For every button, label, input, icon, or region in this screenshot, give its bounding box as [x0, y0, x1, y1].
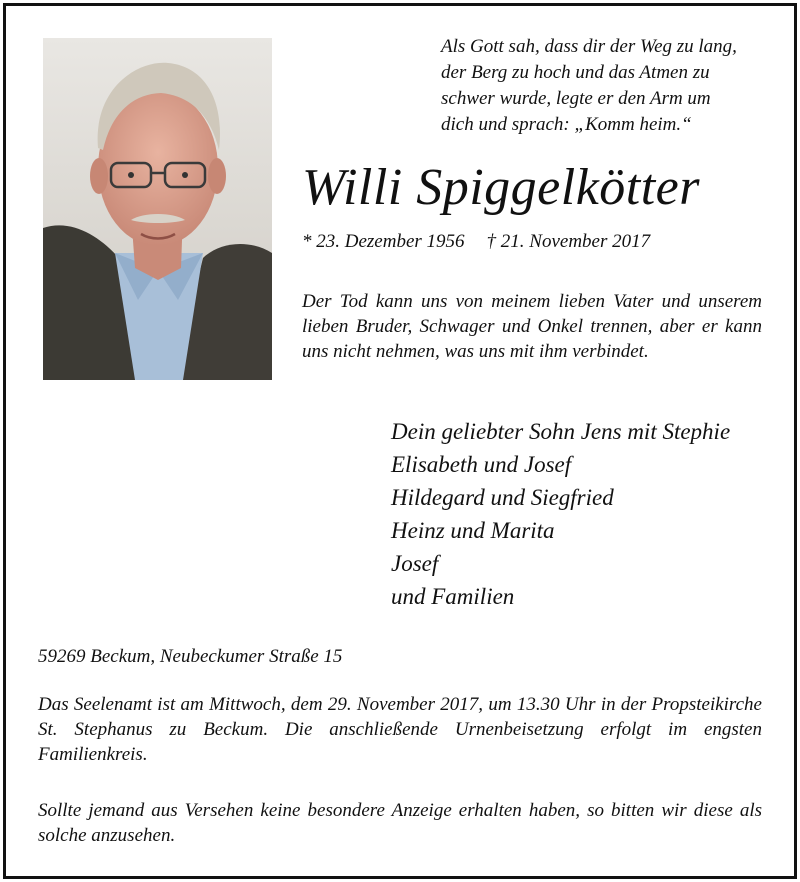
family-address: 59269 Beckum, Neubeckumer Straße 15: [38, 646, 343, 667]
deceased-name: Willi Spiggelkötter: [302, 159, 701, 216]
quote-line: schwer wurde, legte er den Arm um: [441, 88, 711, 109]
portrait-illustration: [43, 38, 272, 380]
mourner-entry: Elisabeth und Josef: [391, 452, 572, 477]
mourners-list: [391, 415, 730, 613]
quote-line: dich und sprach: „Komm heim.“: [441, 114, 692, 135]
service-details: Das Seelenamt ist am Mittwoch, dem 29. November 2017, um 13.30 Uhr in der Propsteikirche St. Stephanus zu Beckum. Die anschließende Urnenbeisetzung erfolgt im engsten Familienkreis.: [38, 694, 762, 765]
life-dates: [302, 230, 650, 254]
death-date: † 21. November 2017: [486, 231, 651, 252]
quote-line: Als Gott sah, dass dir der Weg zu lang,: [441, 36, 737, 57]
mourner-entry: Dein geliebter Sohn Jens mit Stephie: [391, 419, 731, 444]
portrait-photo: [43, 38, 272, 380]
mourner-entry: Josef: [391, 551, 439, 576]
tribute-text: Der Tod kann uns von meinem lieben Vater und unserem lieben Bruder, Schwager und Onkel trennen, aber er kann uns nicht nehmen, was uns mit ihm verbindet.: [302, 291, 762, 362]
mourner-entry: und Familien: [391, 584, 515, 609]
birth-date: * 23. Dezember 1956: [302, 231, 465, 252]
memorial-quote: [441, 34, 771, 138]
notice-note: Sollte jemand aus Versehen keine besondere Anzeige erhalten haben, so bitten wir diese als solche anzusehen.: [38, 800, 762, 846]
mourner-entry: Hildegard und Siegfried: [391, 485, 614, 510]
quote-line: der Berg zu hoch und das Atmen zu: [441, 62, 710, 83]
mourner-entry: Heinz und Marita: [391, 518, 555, 543]
